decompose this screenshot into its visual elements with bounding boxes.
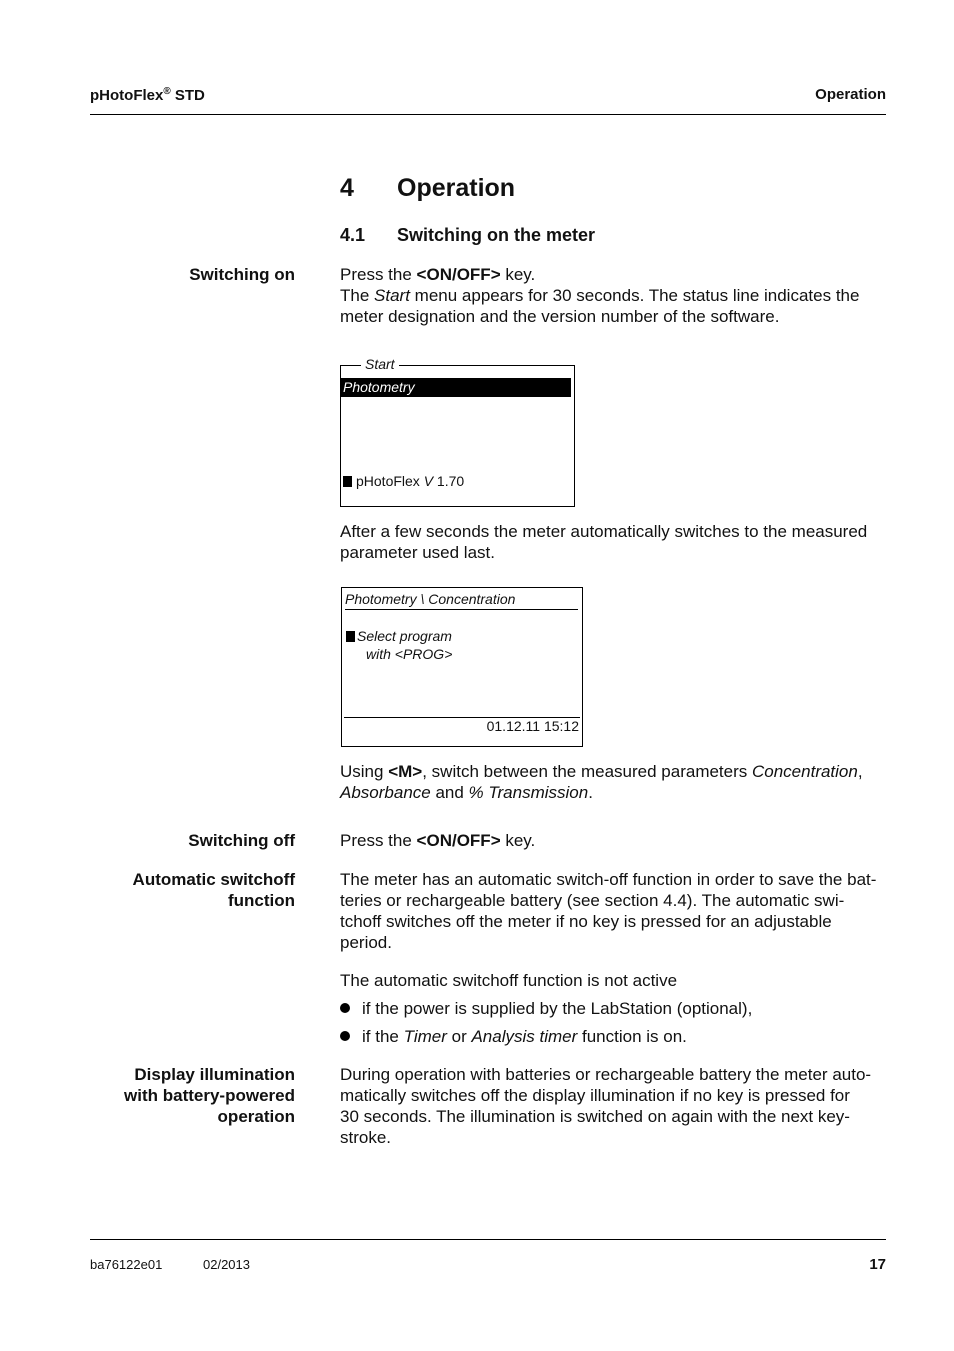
not-active-text: The automatic switchoff function is not active: [340, 971, 678, 990]
after-text: After a few seconds the meter automatically switches to the measured parameter used last.: [340, 522, 868, 562]
side-label-switching-off: Switching off: [188, 831, 295, 850]
section-title: Switching on the meter: [397, 225, 596, 245]
message-square-icon: [346, 631, 355, 642]
photometry-menu-item: Photometry: [341, 378, 571, 397]
footer-date: 02/2013: [203, 1257, 250, 1272]
bullet-icon: [340, 1003, 350, 1013]
section-number: 4.1: [340, 225, 366, 245]
switching-off-text: Press the <ON/OFF> key.: [340, 831, 536, 850]
header-section: Operation: [815, 86, 886, 103]
chapter-number: 4: [340, 174, 354, 202]
status-line: pHotoFlex V 1.70: [343, 473, 464, 489]
start-menu-display: [340, 356, 575, 507]
display-datetime: 01.12.11 15:12: [486, 718, 579, 734]
status-square-icon: [343, 476, 352, 487]
side-label-automatic-switchoff: Automatic switchoff function: [132, 870, 295, 910]
display-breadcrumb: Photometry \ Concentration: [345, 591, 578, 610]
using-m-text: Using <M>, switch between the measured parameters Concentration, Absorbance and % Transmission.: [340, 762, 863, 802]
header-product: pHotoFlex® STD: [90, 86, 205, 104]
side-label-display-illumination: Display illumination with battery-powered operation: [124, 1065, 295, 1126]
page-header: [90, 84, 886, 115]
concentration-display: [341, 587, 583, 747]
automatic-switchoff-text: The meter has an automatic switch-off function in order to save the bat- teries or rechargeable battery (see section 4.4). The automatic swi- tchoff switches off the meter if no key is pressed for an adjustable period.: [340, 870, 877, 952]
bullet-icon: [340, 1031, 350, 1041]
footer-doc-id: ba76122e01: [90, 1257, 163, 1272]
side-label-switching-on: Switching on: [189, 265, 295, 284]
start-menu-label: Start: [361, 356, 399, 372]
footer-rule: [90, 1239, 886, 1240]
chapter-title: Operation: [397, 174, 516, 202]
bullet-item: if the power is supplied by the LabStation (optional),: [340, 998, 888, 1019]
display-illumination-text: During operation with batteries or rechargeable battery the meter auto- matically switches off the display illumination if no key is pressed for 30 seconds. The illumination is switched on again with the next key- stroke.: [340, 1065, 872, 1147]
bullet-item: if the Timer or Analysis timer function is on.: [340, 1026, 888, 1047]
page-number: 17: [869, 1256, 886, 1273]
switching-on-text: Press the <ON/OFF> key. The Start menu appears for 30 seconds. The status line indicates the meter designation and the version number of the software.: [340, 265, 860, 326]
display-message: Select program with <PROG>: [346, 627, 452, 663]
